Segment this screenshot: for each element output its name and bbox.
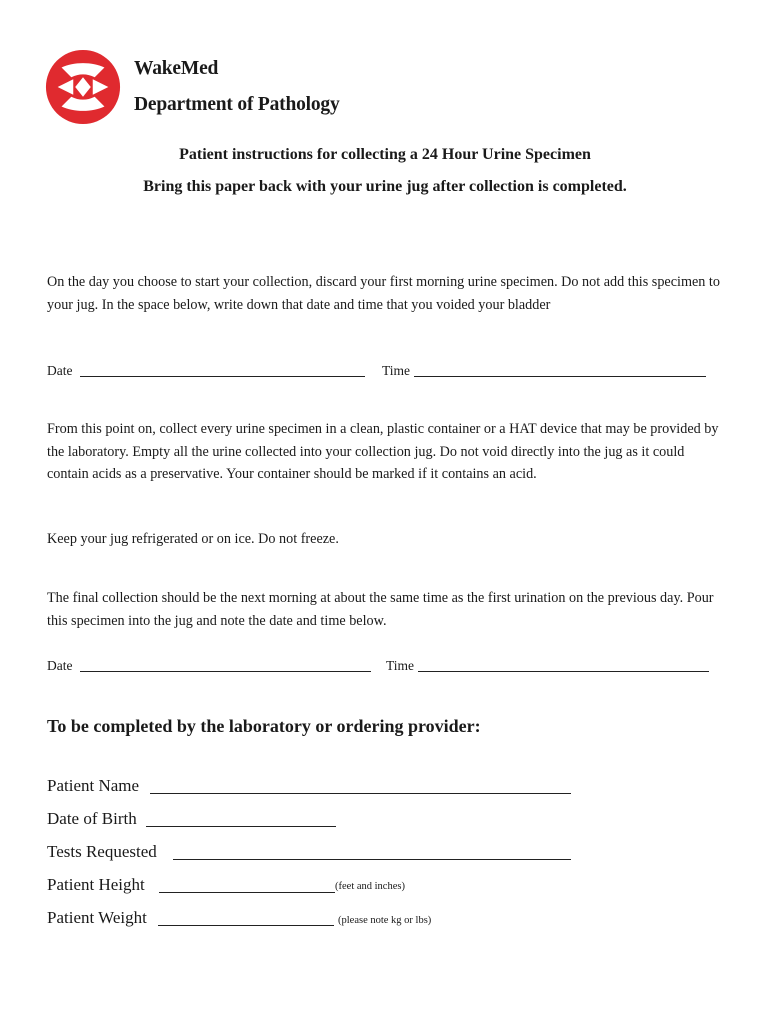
start-date-label: Date [47,363,73,378]
end-time-field[interactable] [386,658,414,674]
weight-note: (please note kg or lbs) [338,915,432,926]
end-date-label: Date [47,658,73,673]
org-name: WakeMed [134,58,219,79]
patient-weight-label: Patient Weight [47,908,147,927]
start-time-field[interactable] [382,363,410,379]
date-of-birth-line [146,826,336,827]
end-date-field[interactable] [47,658,72,674]
document-subtitle: Bring this paper back with your urine jug after collection is completed. [143,178,627,195]
patient-name-line [150,793,571,794]
end-date-line [80,671,371,672]
start-date-line [80,376,365,377]
patient-height-line [159,892,335,893]
department-name: Department of Pathology [134,94,340,115]
lab-section-title: To be completed by the laboratory or ordering provider: [47,716,481,736]
instruction-paragraph-1: On the day you choose to start your collection, discard your first morning urine specimen. Do not add this specimen to your jug. In the space below, write down that date and time that you voided your bladder [47,274,720,313]
date-of-birth-label: Date of Birth [47,809,137,828]
height-note: (feet and inches) [335,881,405,892]
start-date-field[interactable] [47,363,72,379]
tests-requested-label: Tests Requested [47,842,157,861]
patient-weight-line [158,925,334,926]
instruction-paragraph-4: The final collection should be the next morning at about the same time as the first urination on the previous day. Pour this specimen into the jug and note the date and time below. [47,590,714,629]
patient-name-label: Patient Name [47,776,140,795]
wakemed-logo-icon [44,48,122,126]
patient-weight-field[interactable] [47,908,147,928]
date-of-birth-field[interactable] [47,809,137,829]
patient-name-field[interactable] [47,776,139,796]
start-time-line [414,376,706,377]
instruction-paragraph-2: From this point on, collect every urine specimen in a clean, plastic container or a HAT device that may be provided by the laboratory. Empty all the urine collected into your collection jug. Do not void directly into the jug as it could contain acids as a preservative. Your container should be marked if it contains an acid. [47,421,719,482]
patient-height-label: Patient Height [47,875,145,894]
patient-height-field[interactable] [47,875,145,895]
tests-requested-line [173,859,571,860]
end-time-line [418,671,709,672]
document-title: Patient instructions for collecting a 24 Hour Urine Specimen [179,146,591,163]
start-time-label: Time [382,363,411,378]
end-time-label: Time [386,658,415,673]
instruction-paragraph-3: Keep your jug refrigerated or on ice. Do not freeze. [47,531,339,547]
tests-requested-field[interactable] [47,842,157,862]
